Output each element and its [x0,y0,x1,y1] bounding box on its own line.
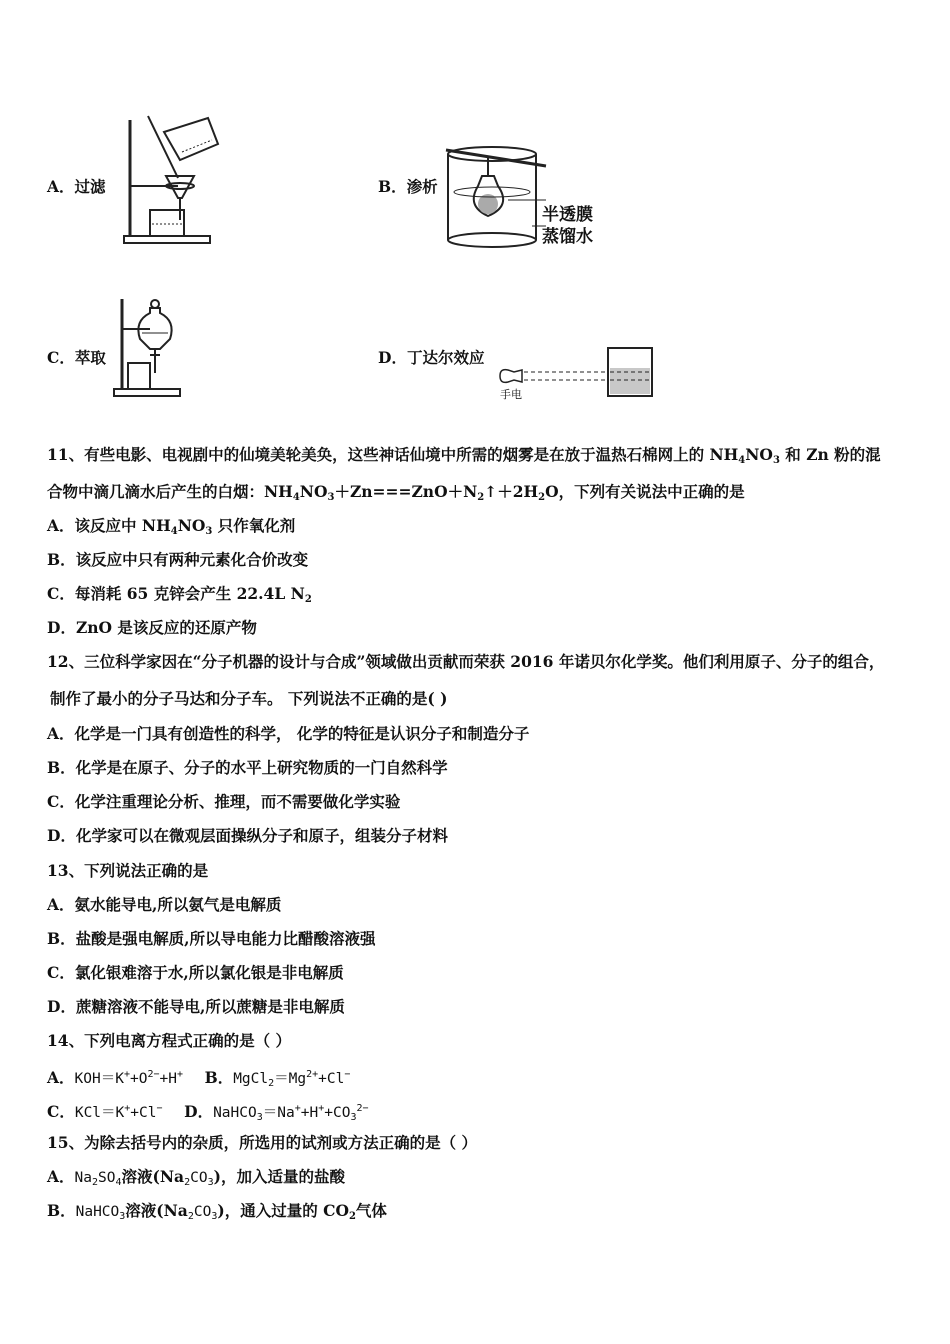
q12-option-b: B．化学是在原子、分子的水平上研究物质的一门自然科学 [47,758,448,777]
q12-stem-line1: 12、三位科学家因在“分子机器的设计与合成”领域做出贡献而荣获 2016 年诺贝尔化学奖。他们利用原子、分子的组合， [47,652,885,671]
q14-stem: 14、下列电离方程式正确的是（ ） [47,1031,291,1050]
option-c-label: C．萃取 [47,348,106,367]
q12-option-c: C．化学注重理论分析、推理，而不需要做化学实验 [47,792,401,811]
option-a-label: A．过滤 [47,177,106,196]
q11-option-b: B．该反应中只有两种元素化合价改变 [47,550,309,569]
q12-option-d: D．化学家可以在微观层面操纵分子和原子，组装分子材料 [47,826,448,845]
filtration-apparatus [118,112,230,246]
torch-label: 手电 [500,388,522,401]
q13-option-c: C．氯化银难溶于水,所以氯化银是非电解质 [47,963,344,982]
q11-option-a: A．该反应中 $NH_4NO_3$ 只作氧化剂 [47,516,296,537]
q15-option-a: A．$Na_2SO_4$溶液$(Na_2CO_3)$，加入适量的盐酸 [47,1167,345,1188]
option-d-label: D．丁达尔效应 [378,348,485,367]
q13-option-d: D．蔗糖溶液不能导电,所以蔗糖是非电解质 [47,997,345,1016]
q11-stem-line1: 11、有些电影、电视剧中的仙境美轮美奂，这些神话仙境中所需的烟雾是在放于温热石棉网上的 $NH_4NO_3$ 和 Zn 粉的混 [47,445,881,466]
q12-option-a: A．化学是一门具有创造性的科学， 化学的特征是认识分子和制造分子 [47,724,530,743]
membrane-label: 半透膜 [542,205,593,225]
option-b-label: B．渗析 [378,177,438,196]
q14-options-row2: C．KCl＝K++Cl− D．$NaHCO_3=Na^++H^++CO_3^{2-}$ [47,1102,369,1123]
q14-options-row1: A．$KOH=K^++O^{2-}+H^+$ B．$MgCl_2=Mg^{2+}+Cl^-$ [47,1068,351,1089]
q13-option-b: B．盐酸是强电解质,所以导电能力比醋酸溶液强 [47,929,376,948]
q15-option-b: B．NaHCO$_3$溶液$(Na_2CO_3)$，通入过量的 $CO_2$气体 [47,1201,387,1222]
distilled-water-label: 蒸馏水 [542,227,593,247]
q12-stem-line2: 制作了最小的分子马达和分子车。 下列说法不正确的是( ) [50,689,448,708]
q13-stem: 13、下列说法正确的是 [47,861,209,880]
extraction-apparatus [110,293,190,399]
q15-stem: 15、为除去括号内的杂质，所选用的试剂或方法正确的是（ ） [47,1133,477,1152]
q11-stem-line2: 合物中滴几滴水后产生的白烟：$NH_4NO_3+Zn===ZnO+N_2↑+2H_2O$，下列有关说法中正确的是 [47,482,745,503]
q11-option-d: D．ZnO 是该反应的还原产物 [47,618,257,637]
q13-option-a: A．氨水能导电,所以氨气是电解质 [47,895,282,914]
q11-option-c: C．每消耗 65 克锌会产生 22.4L $N_2$ [47,584,312,605]
